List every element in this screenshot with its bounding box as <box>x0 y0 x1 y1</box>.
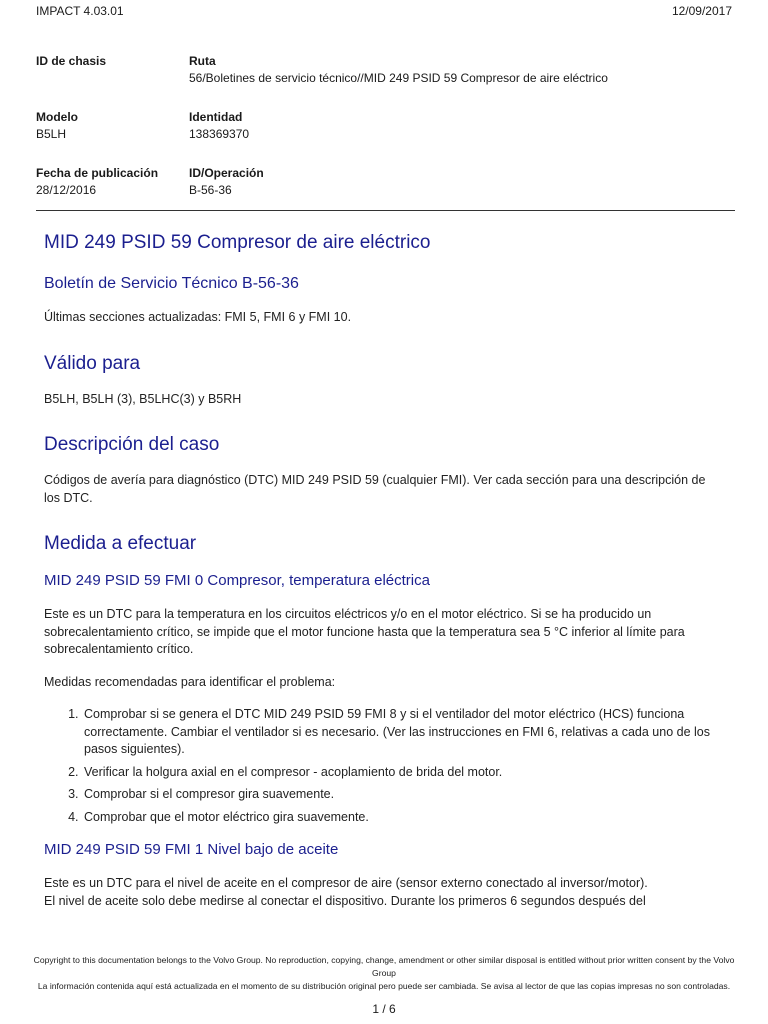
route-value: 56/Boletines de servicio técnico//MID 249 PSID 59 Compresor de aire eléctrico <box>189 71 608 85</box>
identity-label: Identidad <box>189 110 243 124</box>
fmi0-heading: MID 249 PSID 59 FMI 0 Compresor, temperatura eléctrica <box>44 572 430 589</box>
disclaimer-notice: La información contenida aquí está actualizada en el momento de su distribución original pero puede ser cambiada. Se avisa al lector de que las copias impresas no son controladas. <box>37 981 731 991</box>
valid-for-text: B5LH, B5LH (3), B5LHC(3) y B5RH <box>44 391 242 406</box>
list-item: 3. Comprobar si el compresor gira suavemente. <box>82 786 714 804</box>
model-value: B5LH <box>36 127 67 141</box>
identity-value: 138369370 <box>189 127 250 141</box>
case-heading: Descripción del caso <box>44 434 220 455</box>
fmi1-text-1: Este es un DTC para el nivel de aceite en el compresor de aire (sensor externo conectado al inversor/motor). <box>44 876 648 890</box>
document-metadata <box>36 54 736 222</box>
meta-row-chassis <box>36 54 736 110</box>
operation-value: B-56-36 <box>189 183 232 197</box>
bulletin-title: Boletín de Servicio Técnico B-56-36 <box>44 275 299 292</box>
model-label: Modelo <box>36 110 78 124</box>
list-item: 2. Verificar la holgura axial en el compresor - acoplamiento de brida del motor. <box>82 764 714 782</box>
list-item: 1. Comprobar si se genera el DTC MID 249 PSID 59 FMI 8 y si el ventilador del motor eléctrico (HCS) funciona correctamente. Cambiar el ventilador si es necesario. (Ver las instrucciones en FMI 6, relativas a cada uno de los pasos siguientes). <box>82 706 714 759</box>
document-title: MID 249 PSID 59 Compresor de aire eléctrico <box>44 232 431 253</box>
fmi1-heading: MID 249 PSID 59 FMI 1 Nivel bajo de aceite <box>44 841 339 858</box>
document-body <box>44 231 714 910</box>
print-date: 12/09/2017 <box>671 4 732 18</box>
page-header <box>36 4 732 20</box>
fmi0-measures: Medidas recomendadas para identificar el problema: <box>44 674 336 689</box>
fmi1-text-2: El nivel de aceite solo debe medirse al conectar el dispositivo. Durante los primeros 6 segundos después del <box>44 893 646 908</box>
updated-note: Últimas secciones actualizadas: FMI 5, FMI 6 y FMI 10. <box>44 310 352 324</box>
pubdate-label: Fecha de publicación <box>36 166 159 180</box>
case-text: Códigos de avería para diagnóstico (DTC) MID 249 PSID 59 (cualquier FMI). Ver cada sección para una descripción de los DTC. <box>44 473 706 505</box>
list-item: 4. Comprobar que el motor eléctrico gira suavemente. <box>82 809 714 827</box>
header-divider <box>36 210 735 211</box>
meta-row-pubdate <box>36 166 736 222</box>
page-footer <box>30 954 738 993</box>
fmi0-text: Este es un DTC para la temperatura en los circuitos eléctricos y/o en el motor eléctrico. Si se ha producido un sobrecalentamiento crítico, se impide que el motor funcione hasta que la temperatura sea 5 °C inferior al límite para sobrecalentamiento crítico. <box>44 607 685 656</box>
pubdate-value: 28/12/2016 <box>36 183 97 197</box>
app-version: IMPACT 4.03.01 <box>36 4 124 18</box>
copyright-notice: Copyright to this documentation belongs to the Volvo Group. No reproduction, copying, change, amendment or other similar disposal is entitled without prior written consent by the Volvo Group <box>33 955 735 978</box>
action-heading: Medida a efectuar <box>44 533 197 554</box>
operation-label: ID/Operación <box>189 166 264 180</box>
route-label: Ruta <box>189 54 216 68</box>
meta-row-model <box>36 110 736 166</box>
page-number: 1 / 6 <box>372 1002 396 1016</box>
fmi0-steps <box>44 706 714 826</box>
chassis-label: ID de chasis <box>36 54 107 68</box>
valid-for-heading: Válido para <box>44 352 141 374</box>
